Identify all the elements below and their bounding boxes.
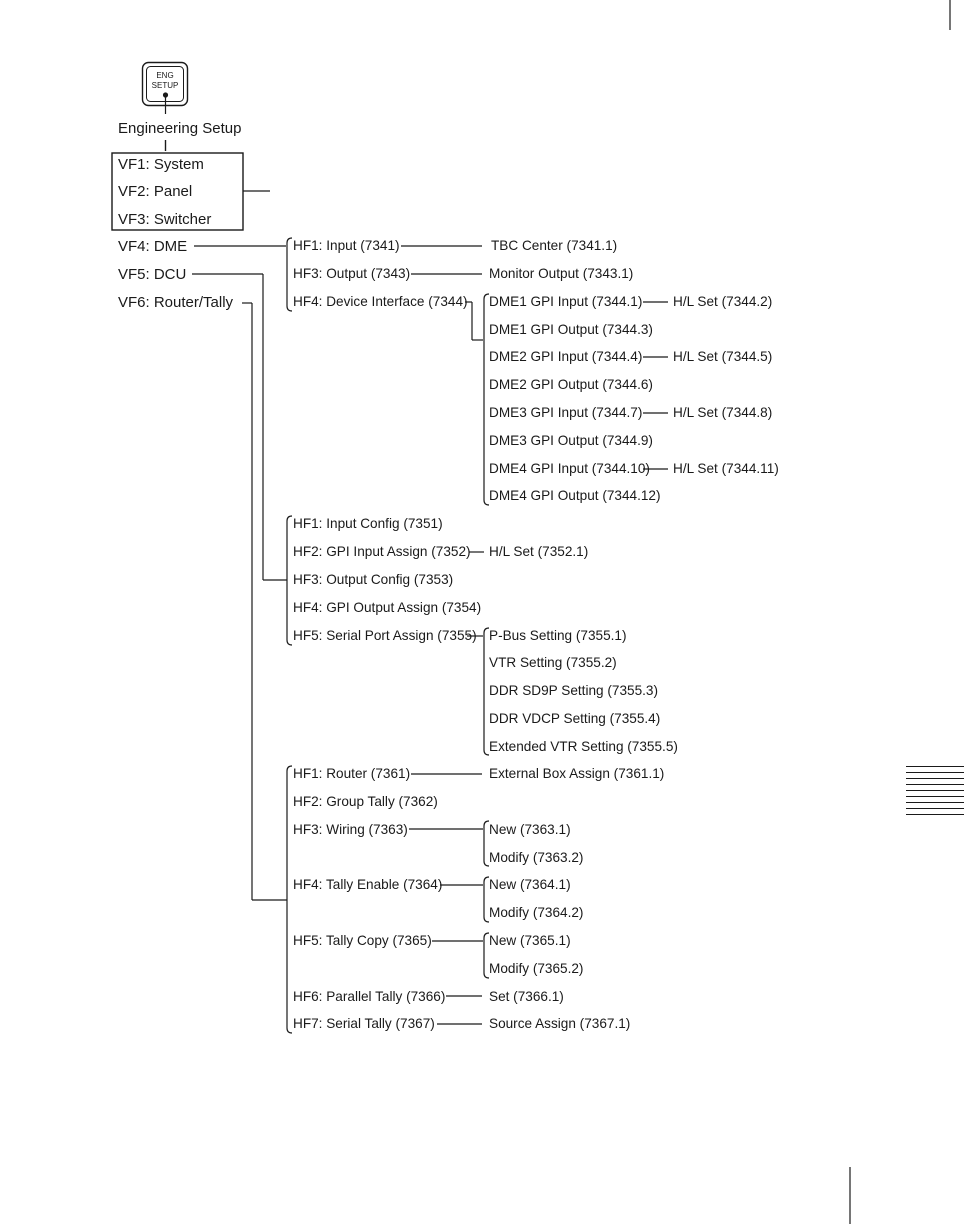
vf3-switcher: VF3: Switcher: [118, 211, 212, 228]
router-hf6-sub: Set (7366.1): [489, 989, 564, 1004]
router-hf2: HF2: Group Tally (7362): [293, 794, 438, 809]
serial-item: Extended VTR Setting (7355.5): [489, 739, 678, 754]
router-hf3-sub: New (7363.1): [489, 822, 571, 837]
router-hf4-sub: Modify (7364.2): [489, 905, 584, 920]
router-hf5-sub: New (7365.1): [489, 933, 571, 948]
router-hf4: HF4: Tally Enable (7364): [293, 877, 443, 892]
dcu-hf3: HF3: Output Config (7353): [293, 572, 454, 587]
gpi-item: DME4 GPI Input (7344.10): [489, 461, 650, 476]
router-hf7: HF7: Serial Tally (7367): [293, 1016, 435, 1031]
vf2-panel: VF2: Panel: [118, 183, 193, 200]
gpi-item: DME4 GPI Output (7344.12): [489, 488, 661, 503]
serial-item: P-Bus Setting (7355.1): [489, 628, 627, 643]
router-hf6: HF6: Parallel Tally (7366): [293, 989, 446, 1004]
dme-hf3: HF3: Output (7343): [293, 266, 411, 281]
dme-hf4: HF4: Device Interface (7344): [293, 294, 468, 309]
router-hf1-sub: External Box Assign (7361.1): [489, 766, 665, 781]
button-label-line1: ENG: [156, 71, 174, 80]
router-hf3: HF3: Wiring (7363): [293, 822, 408, 837]
serial-item: DDR VDCP Setting (7355.4): [489, 711, 661, 726]
vf5-dcu: VF5: DCU: [118, 266, 187, 283]
engineering-setup-caption: Engineering Setup: [118, 120, 242, 137]
gpi-item: DME1 GPI Input (7344.1): [489, 294, 643, 309]
hl-set-item: H/L Set (7344.2): [673, 294, 773, 309]
gpi-item: DME2 GPI Output (7344.6): [489, 377, 653, 392]
serial-item: DDR SD9P Setting (7355.3): [489, 683, 658, 698]
router-hf5: HF5: Tally Copy (7365): [293, 933, 432, 948]
dme-hf1-sub: TBC Center (7341.1): [491, 238, 618, 253]
dcu-hf2: HF2: GPI Input Assign (7352): [293, 544, 471, 559]
vf1-system: VF1: System: [118, 156, 204, 173]
dcu-hf2-sub: H/L Set (7352.1): [489, 544, 589, 559]
dcu-hf4: HF4: GPI Output Assign (7354): [293, 600, 482, 615]
gpi-item: DME1 GPI Output (7344.3): [489, 322, 653, 337]
gpi-item: DME3 GPI Input (7344.7): [489, 405, 643, 420]
dme-hf1: HF1: Input (7341): [293, 238, 400, 253]
dme-hf3-sub: Monitor Output (7343.1): [489, 266, 634, 281]
router-hf7-sub: Source Assign (7367.1): [489, 1016, 631, 1031]
gpi-item: DME3 GPI Output (7344.9): [489, 433, 653, 448]
hl-set-item: H/L Set (7344.8): [673, 405, 773, 420]
router-hf5-sub: Modify (7365.2): [489, 961, 584, 976]
hl-set-item: H/L Set (7344.11): [673, 461, 779, 476]
button-label-line2: SETUP: [151, 81, 179, 90]
router-hf4-sub: New (7364.1): [489, 877, 571, 892]
vf6-router-tally: VF6: Router/Tally: [118, 294, 234, 311]
dcu-hf1: HF1: Input Config (7351): [293, 516, 443, 531]
eng-setup-button[interactable]: [145, 72, 185, 90]
serial-item: VTR Setting (7355.2): [489, 655, 617, 670]
router-hf3-sub: Modify (7363.2): [489, 850, 584, 865]
hl-set-item: H/L Set (7344.5): [673, 349, 773, 364]
gpi-item: DME2 GPI Input (7344.4): [489, 349, 643, 364]
dcu-hf5: HF5: Serial Port Assign (7355): [293, 628, 477, 643]
vf4-dme: VF4: DME: [118, 238, 188, 255]
router-hf1: HF1: Router (7361): [293, 766, 411, 781]
